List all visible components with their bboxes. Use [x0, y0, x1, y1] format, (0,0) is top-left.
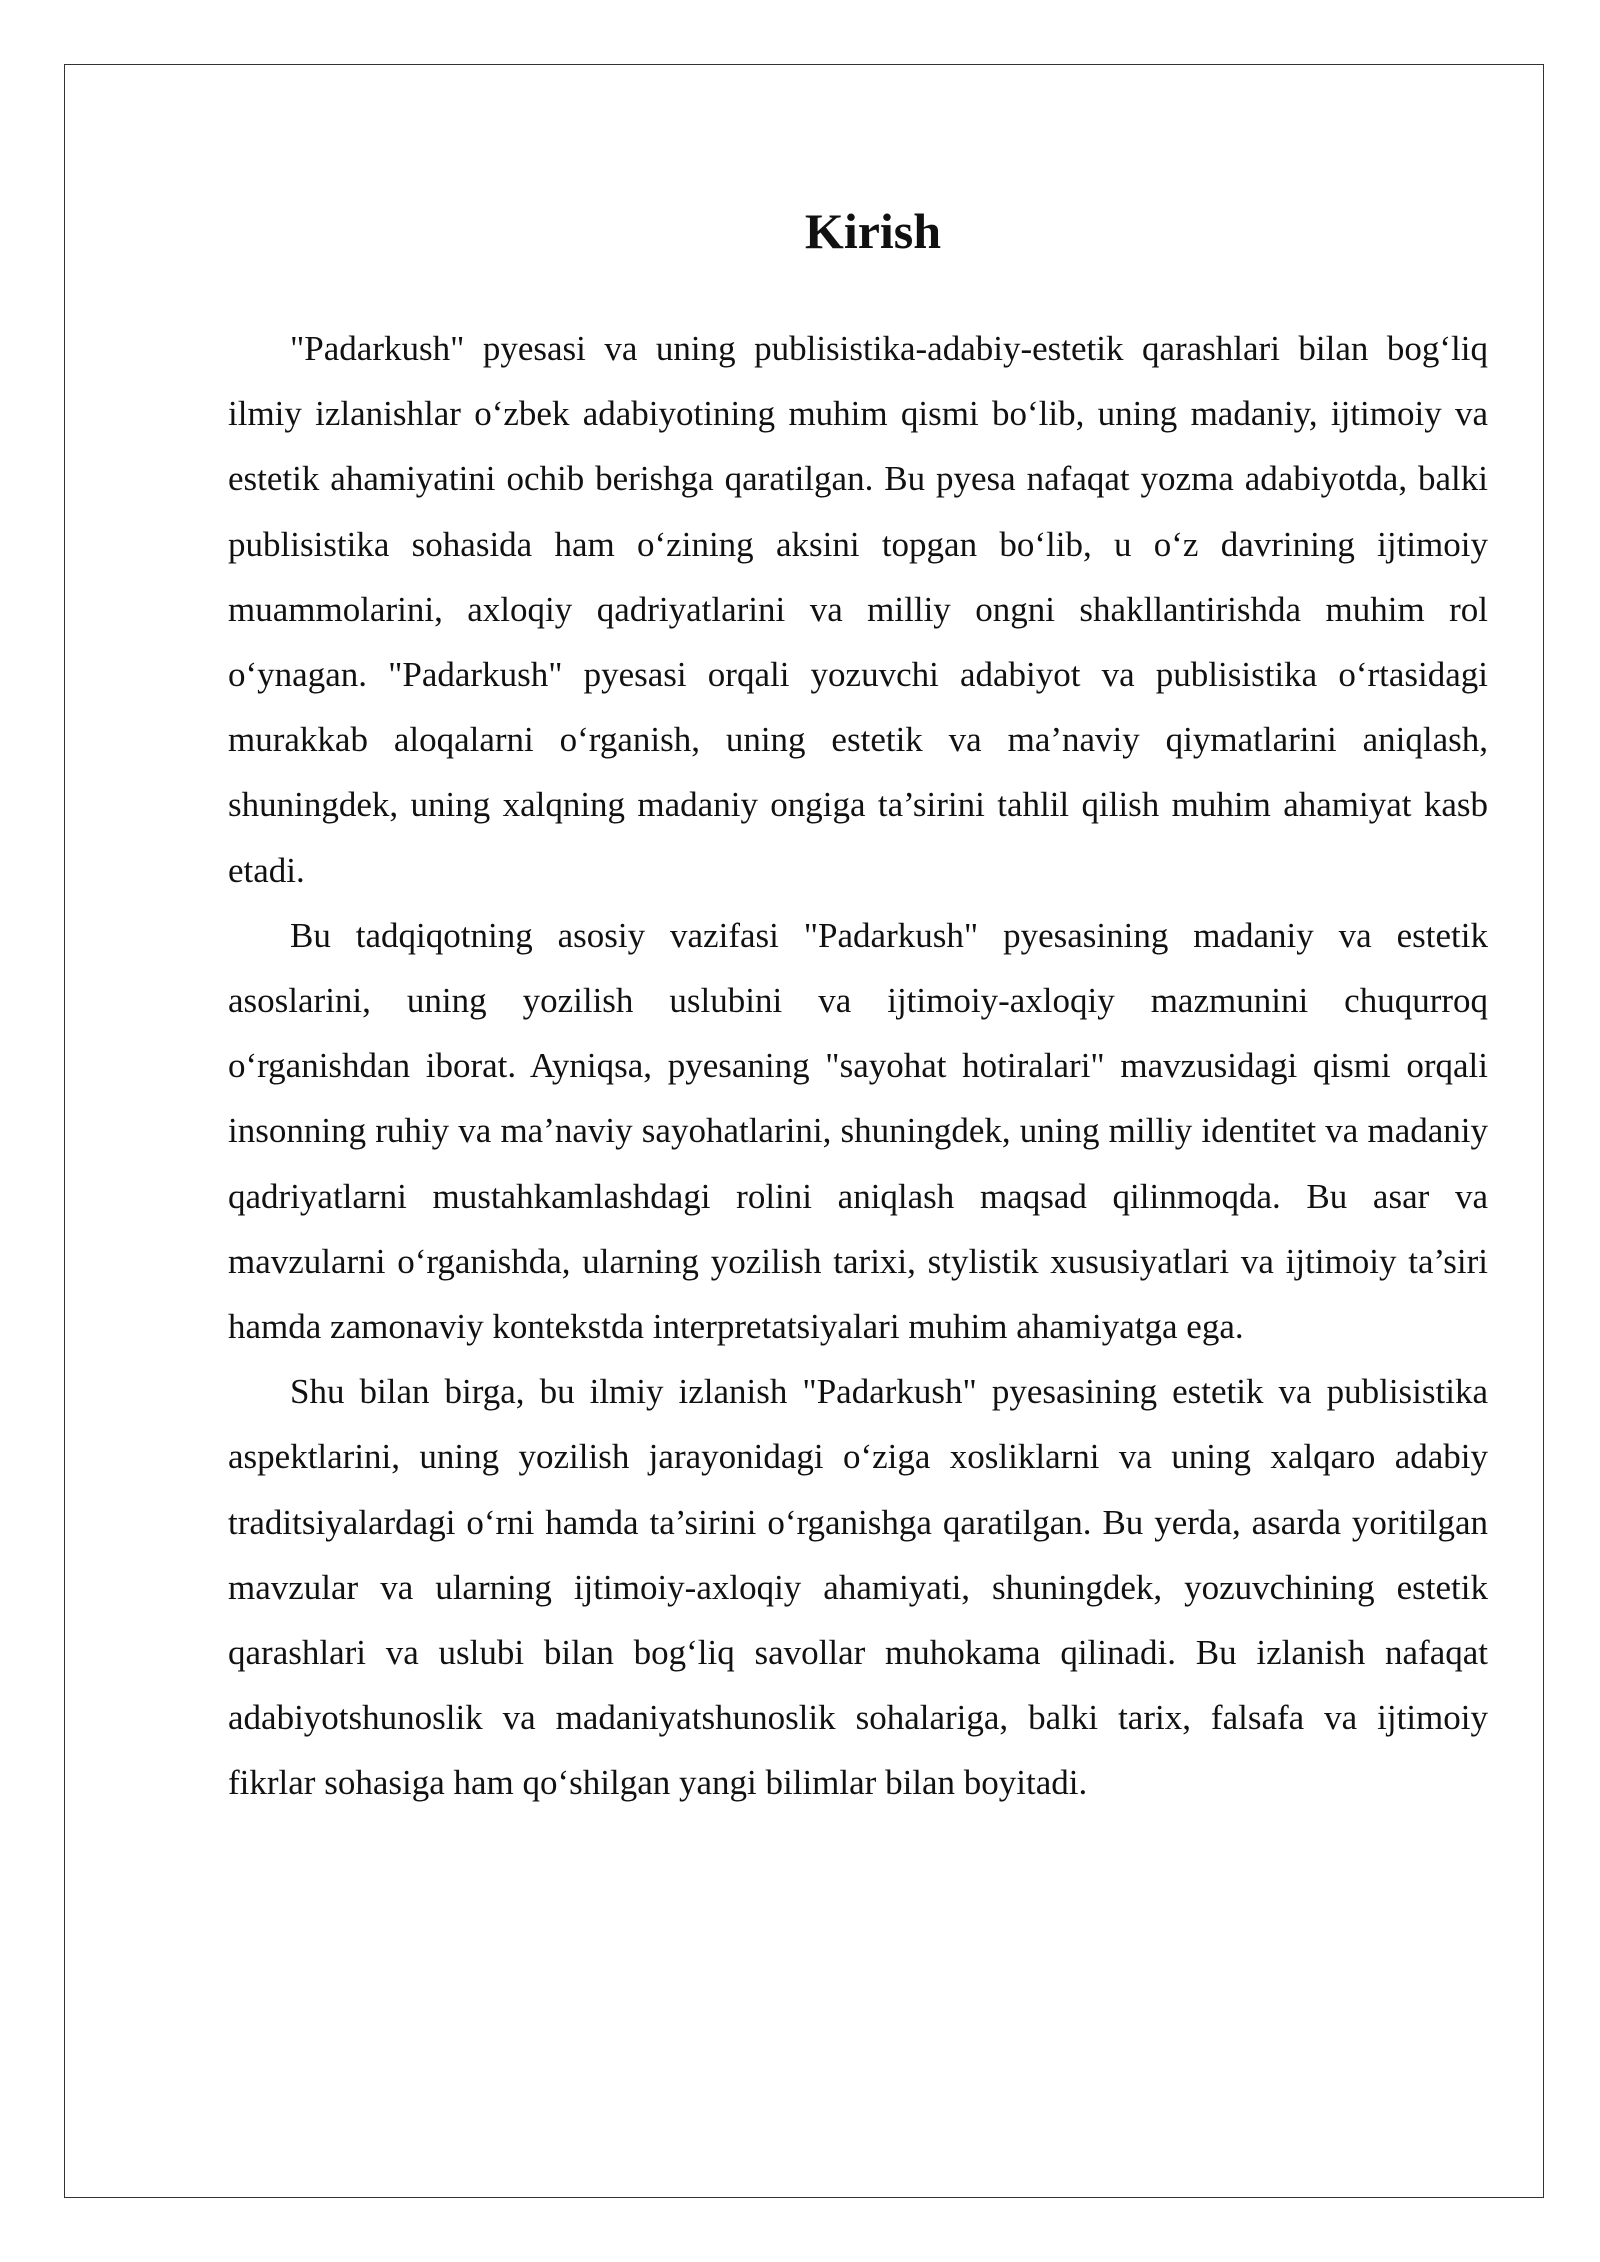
- paragraph-1: "Padarkush" pyesasi va uning publisistika-adabiy-estetik qarashlari bilan bog‘liq ilmiy izlanishlar o‘zbek adabiyotining muhim qismi bo‘lib, uning madaniy, ijtimoiy va estetik ahamiyatini ochib berishga qaratilgan. Bu pyesa nafaqat yozma adabiyotda, balki publisistika sohasida ham o‘zining aksini topgan bo‘lib, u o‘z davrining ijtimoiy muammolarini, axloqiy qadriyatlarini va milliy ongni shakllantirishda muhim rol o‘ynagan. "Padarkush" pyesasi orqali yozuvchi adabiyot va publisistika o‘rtasidagi murakkab aloqalarni o‘rganish, uning estetik va ma’naviy qiymatlarini aniqlash, shuningdek, uning xalqning madaniy ongiga ta’sirini tahlil qilish muhim ahamiyat kasb etadi.: [228, 329, 1488, 890]
- document-body: [228, 200, 1488, 1816]
- paragraph-3: Shu bilan birga, bu ilmiy izlanish "Padarkush" pyesasining estetik va publisistika aspektlarini, uning yozilish jarayonidagi o‘ziga xosliklarni va uning xalqaro adabiy traditsiyalardagi o‘rni hamda ta’sirini o‘rganishga qaratilgan. Bu yerda, asarda yoritilgan mavzular va ularning ijtimoiy-axloqiy ahamiyati, shuningdek, yozuvchining estetik qarashlari va uslubi bilan bog‘liq savollar muhokama qilinadi. Bu izlanish nafaqat adabiyotshunoslik va madaniyatshunoslik sohalariga, balki tarix, falsafa va ijtimoiy fikrlar sohasiga ham qo‘shilgan yangi bilimlar bilan boyitadi.: [228, 1372, 1488, 1803]
- page-title: Kirish: [804, 203, 942, 259]
- paragraph-2: Bu tadqiqotning asosiy vazifasi "Padarkush" pyesasining madaniy va estetik asoslarini, uning yozilish uslubini va ijtimoiy-axloqiy mazmunini chuqurroq o‘rganishdan iborat. Ayniqsa, pyesaning "sayohat hotiralari" mavzusidagi qismi orqali insonning ruhiy va ma’naviy sayohatlarini, shuningdek, uning milliy identitet va madaniy qadriyatlarni mustahkamlashdagi rolini aniqlash maqsad qilinmoqda. Bu asar va mavzularni o‘rganishda, ularning yozilish tarixi, stylistik xususiyatlari va ijtimoiy ta’siri hamda zamonaviy kontekstda interpretatsiyalari muhim ahamiyatga ega.: [228, 915, 1488, 1347]
